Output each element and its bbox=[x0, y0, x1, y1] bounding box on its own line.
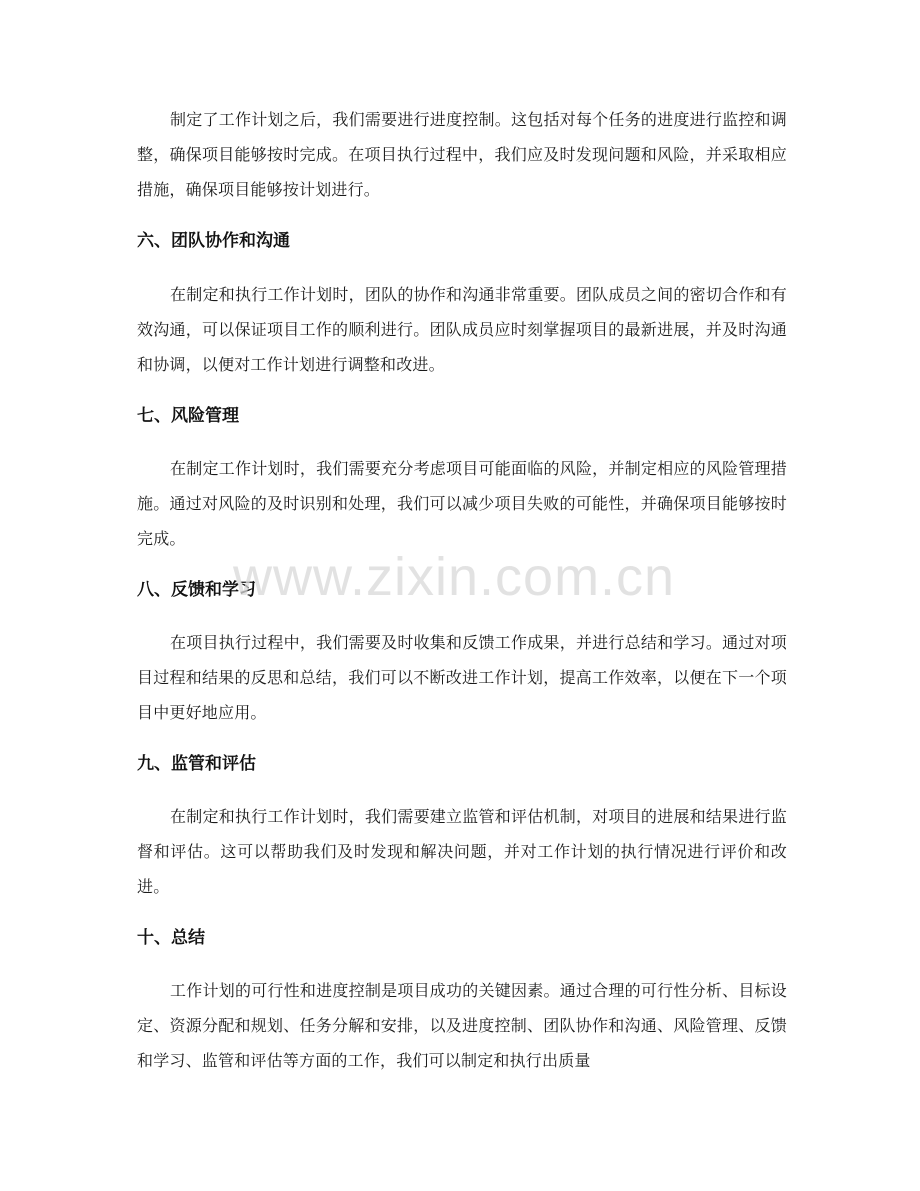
watermark: www.zixin.com.cn bbox=[233, 547, 676, 607]
intro-paragraph: 制定了工作计划之后，我们需要进行进度控制。这包括对每个任务的进度进行监控和调整，确保项目能够按时完成。在项目执行过程中，我们应及时发现问题和风险，并采取相应措施，确保项目能够按计划进行。 bbox=[137, 110, 787, 200]
section-10-heading: 十、总结 bbox=[137, 928, 205, 948]
section-8-paragraph: 在项目执行过程中，我们需要及时收集和反馈工作成果，并进行总结和学习。通过对项目过程和结果的反思和总结，我们可以不断改进工作计划，提高工作效率，以便在下一个项目中更好地应用。 bbox=[137, 633, 787, 723]
section-7-paragraph: 在制定工作计划时，我们需要充分考虑项目可能面临的风险，并制定相应的风险管理措施。通过对风险的及时识别和处理，我们可以减少项目失败的可能性，并确保项目能够按时完成。 bbox=[137, 459, 787, 549]
section-10-paragraph: 工作计划的可行性和进度控制是项目成功的关键因素。通过合理的可行性分析、目标设定、资源分配和规划、任务分解和安排，以及进度控制、团队协作和沟通、风险管理、反馈和学习、监管和评估等方面的工作，我们可以制定和执行出质量 bbox=[137, 981, 787, 1071]
section-7-heading: 七、风险管理 bbox=[137, 406, 239, 426]
section-6-paragraph: 在制定和执行工作计划时，团队的协作和沟通非常重要。团队成员之间的密切合作和有效沟通，可以保证项目工作的顺利进行。团队成员应时刻掌握项目的最新进展，并及时沟通和协调，以便对工作计划进行调整和改进。 bbox=[137, 285, 787, 375]
section-9-heading: 九、监管和评估 bbox=[137, 754, 256, 774]
section-9-paragraph: 在制定和执行工作计划时，我们需要建立监管和评估机制，对项目的进展和结果进行监督和评估。这可以帮助我们及时发现和解决问题，并对工作计划的执行情况进行评价和改进。 bbox=[137, 807, 787, 897]
section-8-heading: 八、反馈和学习 bbox=[137, 580, 256, 600]
section-6-heading: 六、团队协作和沟通 bbox=[137, 231, 290, 251]
